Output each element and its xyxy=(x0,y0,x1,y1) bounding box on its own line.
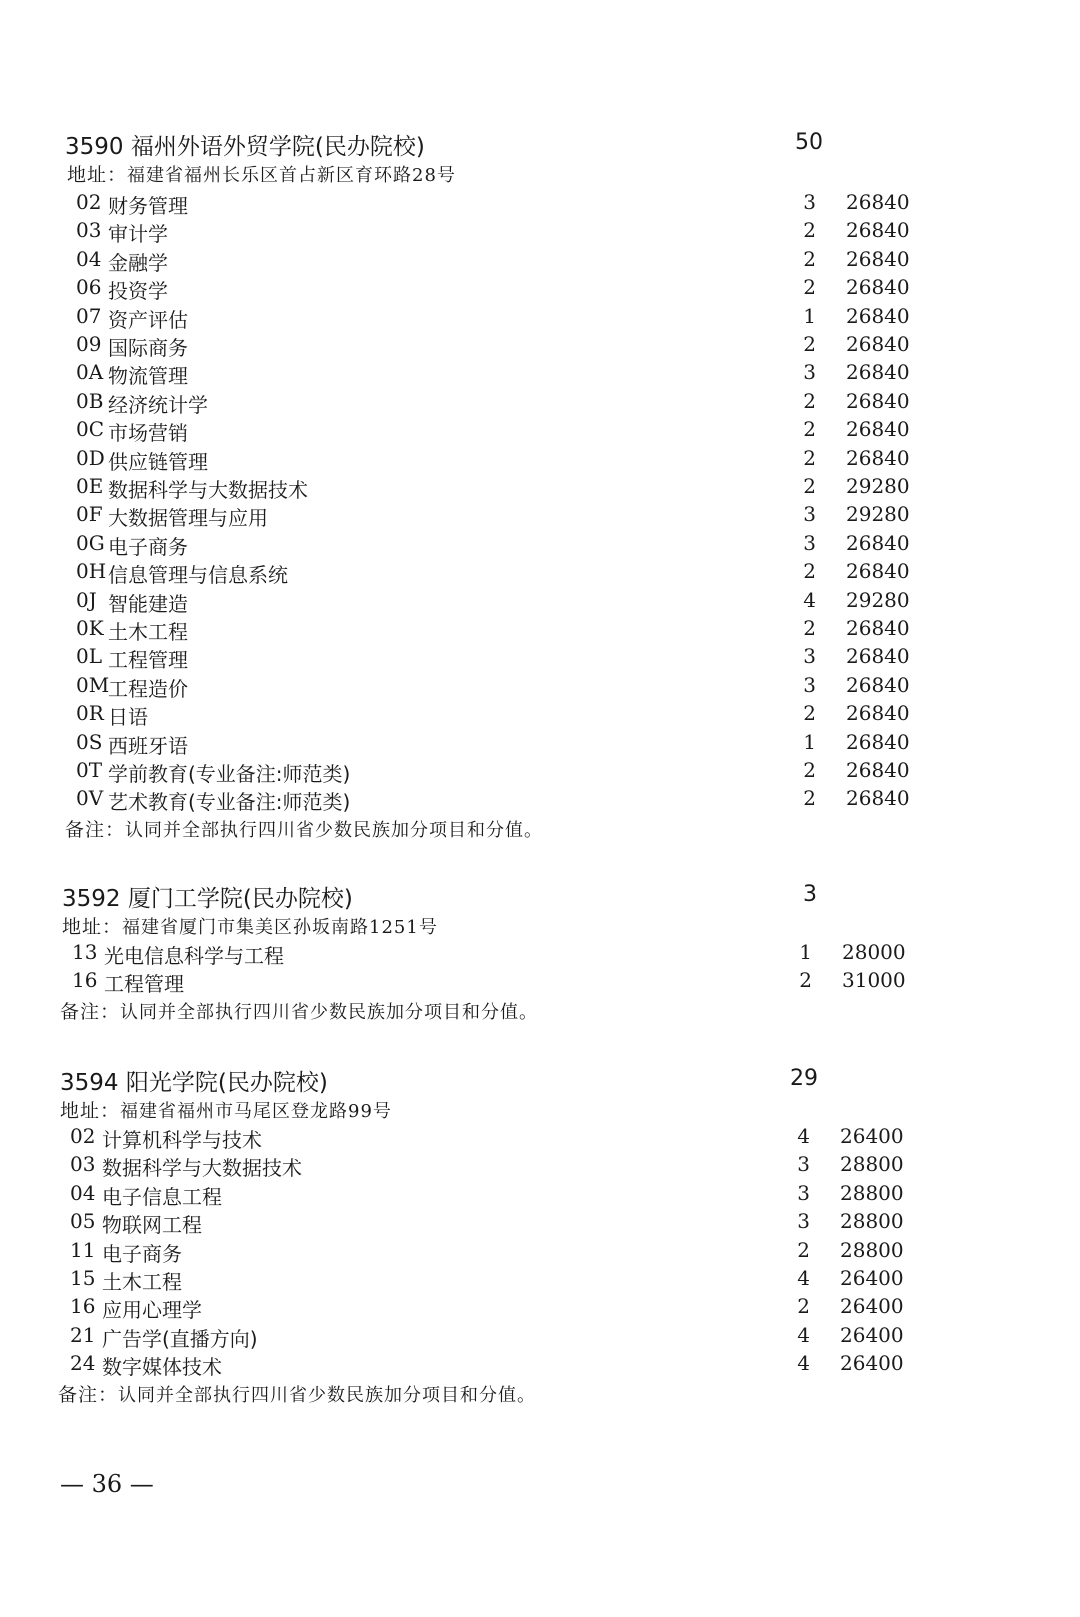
major-tuition: 26840 xyxy=(846,417,910,442)
major-name: 光电信息科学与工程 xyxy=(104,944,284,968)
major-name: 供应链管理 xyxy=(108,449,208,474)
major-name: 工程造价 xyxy=(108,676,188,701)
major-name: 投资学 xyxy=(108,279,168,304)
major-tuition: 29280 xyxy=(846,474,910,498)
major-code: 16 xyxy=(72,968,98,993)
major-name: 电子商务 xyxy=(102,1241,182,1266)
major-row xyxy=(0,190,1080,218)
major-name: 物流管理 xyxy=(108,364,188,389)
major-code: 15 xyxy=(70,1266,96,1290)
major-quota: 3 xyxy=(797,1152,810,1177)
address-label: 地址： xyxy=(60,1100,121,1122)
major-quota: 4 xyxy=(797,1351,810,1376)
major-name: 艺术教育(专业备注:师范类) xyxy=(108,790,351,815)
major-code: 02 xyxy=(76,190,102,214)
major-quota: 1 xyxy=(803,729,816,754)
major-name: 电子信息工程 xyxy=(102,1184,222,1209)
institution-name: 福州外语外贸学院(民办院校) xyxy=(130,134,425,160)
major-code: 21 xyxy=(70,1322,96,1347)
major-quota: 3 xyxy=(803,644,816,669)
major-name: 数据科学与大数据技术 xyxy=(102,1156,302,1181)
major-quota: 4 xyxy=(797,1124,810,1148)
major-code: 03 xyxy=(76,218,102,243)
major-code: 0G xyxy=(76,530,105,555)
institution-title xyxy=(65,128,425,161)
major-tuition: 26400 xyxy=(840,1266,904,1290)
institution-title xyxy=(60,1064,328,1097)
major-name: 智能建造 xyxy=(108,591,188,616)
page-number: — 36 — xyxy=(60,1470,154,1498)
major-tuition: 26840 xyxy=(846,758,910,782)
major-code: 0A xyxy=(76,360,104,385)
major-row xyxy=(0,304,1080,332)
major-quota: 2 xyxy=(803,417,816,442)
major-code: 0E xyxy=(76,474,104,498)
institution-note xyxy=(60,997,538,1024)
major-code: 04 xyxy=(76,246,102,271)
major-name: 资产评估 xyxy=(108,307,188,332)
major-tuition: 26840 xyxy=(846,729,910,754)
major-row xyxy=(0,360,1080,388)
major-quota: 2 xyxy=(803,758,816,782)
major-quota: 2 xyxy=(803,218,816,243)
major-row xyxy=(0,1351,1080,1379)
major-name: 西班牙语 xyxy=(108,733,188,758)
major-tuition: 26840 xyxy=(846,786,910,811)
major-code: 0K xyxy=(76,616,104,640)
note-label: 备注： xyxy=(58,1383,119,1406)
major-code: 0B xyxy=(76,388,104,413)
major-quota: 1 xyxy=(799,940,812,964)
major-name: 经济统计学 xyxy=(108,392,208,417)
major-code: 0R xyxy=(76,701,104,726)
major-quota: 3 xyxy=(803,360,816,385)
major-name: 市场营销 xyxy=(108,421,188,446)
major-name: 电子商务 xyxy=(108,534,188,559)
major-name: 审计学 xyxy=(108,222,168,247)
major-quota: 3 xyxy=(803,672,816,697)
major-code: 07 xyxy=(76,303,102,328)
institution-code: 3590 xyxy=(65,134,124,160)
major-row xyxy=(0,1181,1080,1209)
major-quota: 2 xyxy=(797,1294,810,1319)
address-label: 地址： xyxy=(67,164,128,186)
major-quota: 1 xyxy=(803,303,816,328)
major-code: 11 xyxy=(70,1237,96,1262)
major-name: 学前教育(专业备注:师范类) xyxy=(108,762,351,786)
major-name: 大数据管理与应用 xyxy=(108,506,268,531)
institution-header xyxy=(0,1064,1080,1098)
institution-code: 3592 xyxy=(62,886,121,912)
major-quota: 2 xyxy=(803,701,816,726)
major-code: 05 xyxy=(70,1209,96,1234)
major-row xyxy=(0,968,1080,996)
institution-header xyxy=(0,880,1080,914)
major-code: 06 xyxy=(76,275,102,300)
major-code: 0L xyxy=(76,644,103,669)
institution-name: 厦门工学院(民办院校) xyxy=(127,886,353,912)
major-code: 0M xyxy=(76,672,110,697)
note-text: 认同并全部执行四川省少数民族加分项目和分值。 xyxy=(120,1001,539,1023)
major-tuition: 31000 xyxy=(842,968,906,993)
major-quota: 3 xyxy=(803,530,816,555)
major-tuition: 26840 xyxy=(846,559,910,584)
major-row xyxy=(0,588,1080,616)
major-name: 物联网工程 xyxy=(102,1213,202,1238)
major-code: 02 xyxy=(70,1124,96,1148)
major-name: 土木工程 xyxy=(102,1270,182,1294)
major-quota: 4 xyxy=(797,1322,810,1347)
major-row xyxy=(0,1294,1080,1322)
major-tuition: 26840 xyxy=(846,445,910,470)
major-tuition: 26840 xyxy=(846,530,910,555)
major-row xyxy=(0,758,1080,786)
institution-name: 阳光学院(民办院校) xyxy=(125,1070,328,1096)
address-label: 地址： xyxy=(62,916,123,938)
address-text: 福建省福州长乐区首占新区育环路28号 xyxy=(127,165,456,186)
major-code: 0F xyxy=(76,502,103,527)
major-quota: 3 xyxy=(797,1180,810,1205)
major-tuition: 28800 xyxy=(840,1237,904,1262)
institution-address xyxy=(60,1096,392,1123)
major-row xyxy=(0,786,1080,814)
major-row xyxy=(0,502,1080,530)
institution-total-quota: 29 xyxy=(790,1066,818,1091)
address-text: 福建省福州市马尾区登龙路99号 xyxy=(120,1101,392,1122)
major-row xyxy=(0,1266,1080,1294)
major-row xyxy=(0,1323,1080,1351)
major-row xyxy=(0,1152,1080,1180)
major-row xyxy=(0,446,1080,474)
major-quota: 4 xyxy=(803,587,816,612)
major-quota: 4 xyxy=(797,1266,810,1290)
major-code: 0S xyxy=(76,729,103,754)
major-code: 24 xyxy=(70,1351,96,1376)
major-quota: 2 xyxy=(803,332,816,356)
major-row xyxy=(0,616,1080,644)
major-quota: 2 xyxy=(803,388,816,413)
major-name: 国际商务 xyxy=(108,336,188,360)
major-quota: 2 xyxy=(797,1237,810,1262)
major-name: 工程管理 xyxy=(108,648,188,673)
major-code: 0V xyxy=(76,786,104,811)
note-text: 认同并全部执行四川省少数民族加分项目和分值。 xyxy=(125,819,544,841)
major-tuition: 26840 xyxy=(846,218,910,243)
major-tuition: 26840 xyxy=(846,672,910,697)
major-quota: 3 xyxy=(803,190,816,214)
major-name: 广告学(直播方向) xyxy=(102,1326,258,1351)
major-tuition: 26840 xyxy=(846,644,910,669)
major-tuition: 26840 xyxy=(846,246,910,271)
note-label: 备注： xyxy=(65,818,126,841)
major-tuition: 26840 xyxy=(846,332,910,356)
major-row xyxy=(0,1209,1080,1237)
institution-title xyxy=(62,880,353,913)
major-code: 0J xyxy=(76,587,97,612)
major-row xyxy=(0,701,1080,729)
major-row xyxy=(0,332,1080,360)
major-tuition: 26840 xyxy=(846,701,910,726)
major-row xyxy=(0,1238,1080,1266)
note-text: 认同并全部执行四川省少数民族加分项目和分值。 xyxy=(118,1384,537,1406)
note-label: 备注： xyxy=(60,1000,121,1023)
major-tuition: 28800 xyxy=(840,1180,904,1205)
major-name: 数据科学与大数据技术 xyxy=(108,478,308,502)
major-row xyxy=(0,730,1080,758)
major-tuition: 28800 xyxy=(840,1209,904,1234)
major-quota: 2 xyxy=(799,968,812,993)
institution-address xyxy=(62,912,438,939)
major-tuition: 26840 xyxy=(846,388,910,413)
major-row xyxy=(0,531,1080,559)
major-tuition: 29280 xyxy=(846,587,910,612)
major-name: 财务管理 xyxy=(108,194,188,218)
major-tuition: 26840 xyxy=(846,303,910,328)
major-name: 土木工程 xyxy=(108,620,188,644)
major-row xyxy=(0,218,1080,246)
major-name: 金融学 xyxy=(108,250,168,275)
major-quota: 2 xyxy=(803,616,816,640)
major-tuition: 26400 xyxy=(840,1294,904,1319)
major-name: 工程管理 xyxy=(104,972,184,997)
major-code: 0T xyxy=(76,758,103,782)
major-tuition: 28000 xyxy=(842,940,906,964)
major-row xyxy=(0,940,1080,968)
institution-note xyxy=(65,815,543,842)
major-tuition: 26400 xyxy=(840,1351,904,1376)
major-row xyxy=(0,1124,1080,1152)
major-row xyxy=(0,275,1080,303)
major-name: 计算机科学与技术 xyxy=(102,1128,262,1152)
major-quota: 2 xyxy=(803,559,816,584)
major-row xyxy=(0,389,1080,417)
major-code: 0D xyxy=(76,445,105,470)
institution-total-quota: 3 xyxy=(803,882,817,907)
address-text: 福建省厦门市集美区孙坂南路1251号 xyxy=(122,917,438,938)
major-quota: 3 xyxy=(797,1209,810,1234)
major-code: 03 xyxy=(70,1152,96,1177)
major-name: 应用心理学 xyxy=(102,1298,202,1323)
major-code: 04 xyxy=(70,1180,96,1205)
major-row xyxy=(0,644,1080,672)
major-quota: 3 xyxy=(803,502,816,527)
institution-address xyxy=(67,160,456,187)
major-code: 16 xyxy=(70,1294,96,1319)
institution-note xyxy=(58,1380,536,1407)
major-tuition: 26400 xyxy=(840,1124,904,1148)
major-quota: 2 xyxy=(803,474,816,498)
major-name: 信息管理与信息系统 xyxy=(108,563,288,588)
major-code: 0C xyxy=(76,417,105,442)
major-quota: 2 xyxy=(803,445,816,470)
major-tuition: 29280 xyxy=(846,502,910,527)
major-tuition: 26840 xyxy=(846,275,910,300)
major-row xyxy=(0,559,1080,587)
major-name: 数字媒体技术 xyxy=(102,1355,222,1380)
major-quota: 2 xyxy=(803,786,816,811)
major-tuition: 26840 xyxy=(846,360,910,385)
major-row xyxy=(0,417,1080,445)
major-quota: 2 xyxy=(803,275,816,300)
major-code: 09 xyxy=(76,332,102,356)
institution-code: 3594 xyxy=(60,1070,119,1096)
major-tuition: 26840 xyxy=(846,616,910,640)
major-code: 0H xyxy=(76,559,107,584)
major-tuition: 28800 xyxy=(840,1152,904,1177)
institution-header xyxy=(0,128,1080,162)
major-row xyxy=(0,247,1080,275)
major-tuition: 26840 xyxy=(846,190,910,214)
major-quota: 2 xyxy=(803,246,816,271)
institution-total-quota: 50 xyxy=(795,130,823,155)
major-name: 日语 xyxy=(108,705,148,730)
major-code: 13 xyxy=(72,940,98,964)
major-row xyxy=(0,474,1080,502)
major-tuition: 26400 xyxy=(840,1322,904,1347)
major-row xyxy=(0,673,1080,701)
